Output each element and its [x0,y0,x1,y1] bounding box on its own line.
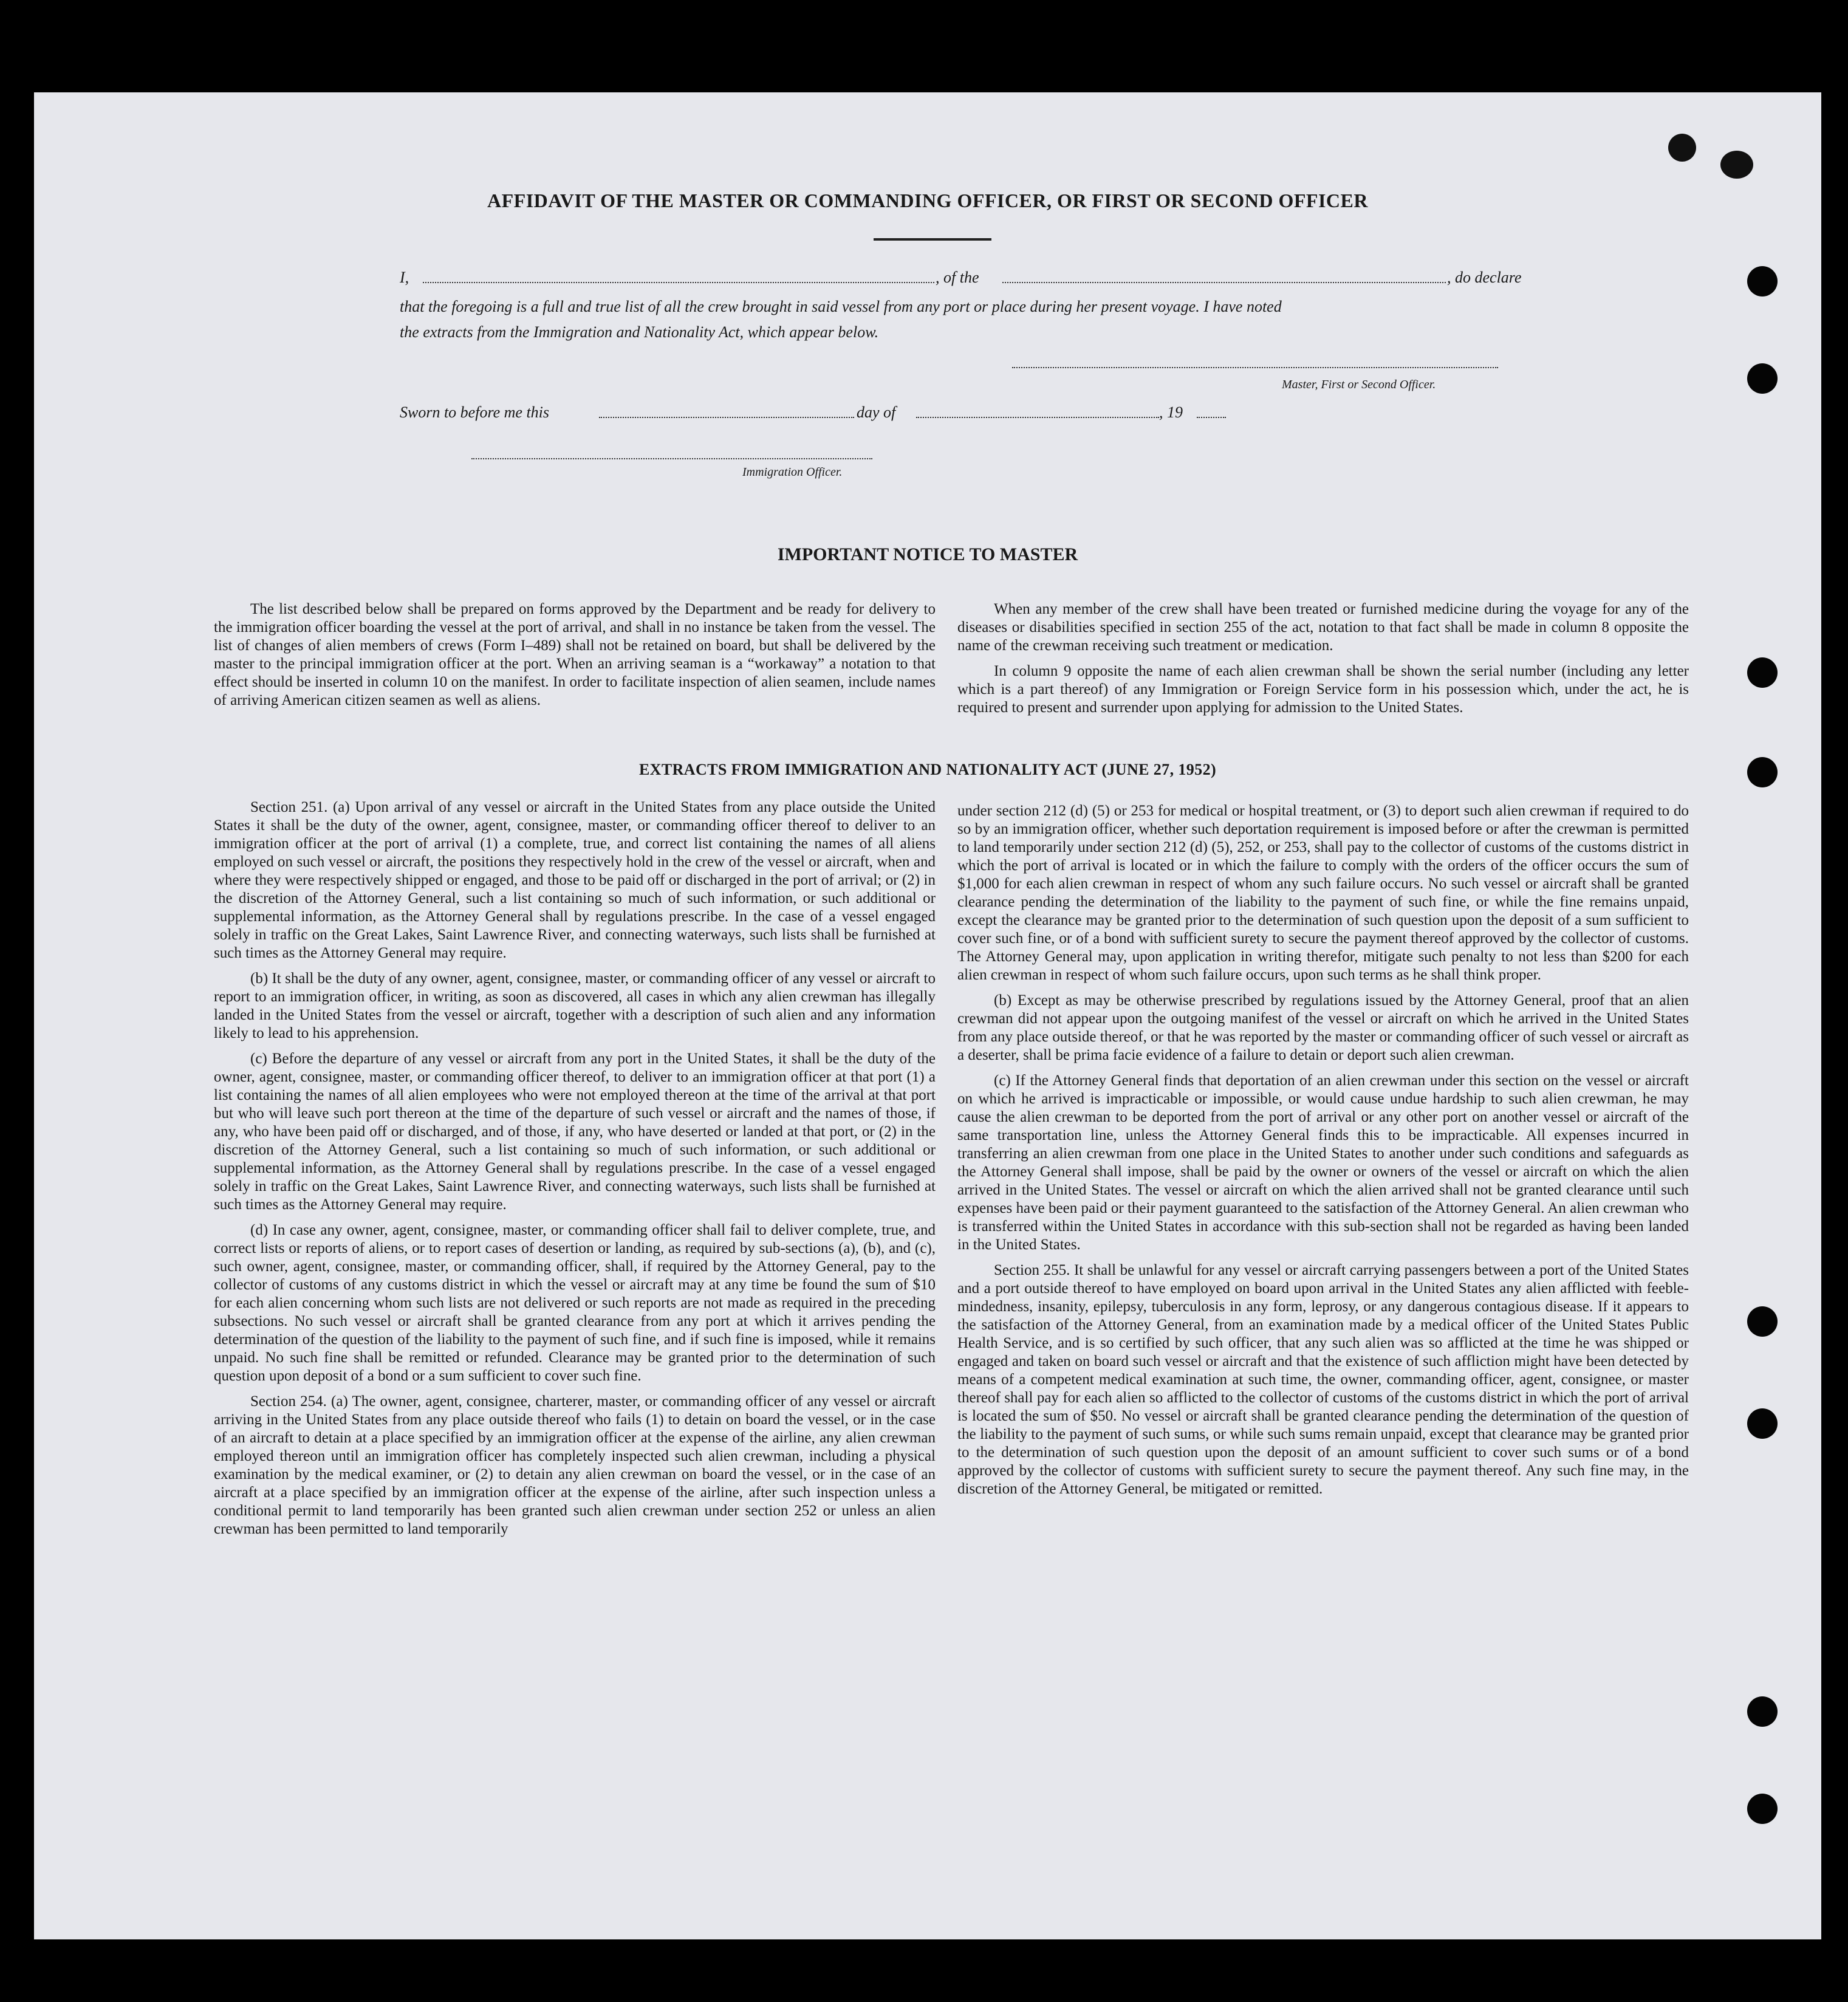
notice-right-paragraph-2: In column 9 opposite the name of each alien crewman shall be shown the serial number (including any letter which is a part thereof) of any Immigration or Foreign Service form in his possession which, under the act, he is required to present and surrender upon applying for admission to the United States. [957,663,1689,716]
binder-hole [1747,1794,1778,1824]
binder-hole [1747,1306,1778,1337]
section-255: Section 255. It shall be unlawful for any vessel or aircraft carrying passengers between a port of the United States and a port outside thereof to have employed on board upon arrival in the United States any alien afflicted with feeble-mindedness, insanity, epilepsy, tuberculosis in any form, leprosy, or any dangerous contagious disease. If it appears to the satisfaction of the Attorney General, from an examination made by a medical officer of the United States Public Health Service, and is so certified by such officer, that any such alien was so afflicted at the time he was shipped or engaged and taken on board such vessel or aircraft and that the existence of such affliction might have been detected by means of a competent medical examination at such time, the owner, commanding officer, agent, consignee, or master thereof shall pay for each alien so afflicted to the collector of customs of the customs district in which the port of arrival is located the sum of $50. No vessel or aircraft shall be granted clearance pending the determination of the question of the liability to the payment of such sums, or while such sums remain unpaid, except that clearance may be granted prior to the determination of such question upon the deposit of an amount sufficient to cover such sums or of a bond approved by the collector of customs with sufficient surety to secure the payment thereof. Any such fine may, in the discretion of the Attorney General, be mitigated or remitted. [957,1262,1689,1497]
section-251-a: Section 251. (a) Upon arrival of any vessel or aircraft in the United States from any place outside the United States it shall be the duty of the owner, agent, consignee, master, or commanding officer thereof to deliver to an immigration officer at the port of arrival (1) a complete, true, and correct list containing the names of all aliens employed on such vessel or aircraft, the positions they respectively hold in the crew of the vessel or aircraft, when and where they were respectively shipped or engaged, and those to be paid off or discharged in the port of arrival; or (2) in the discretion of the Attorney General, such a list containing so much of such information, or such additional or supplemental information, as the Attorney General shall by regulations prescribe. In the case of a vessel engaged solely in traffic on the Great Lakes, Saint Lawrence River, and connecting waterways, such lists shall be furnished at such times as the Attorney General may require. [214,799,936,961]
binder-hole [1747,1696,1778,1727]
section-251-d: (d) In case any owner, agent, consignee, master, or commanding officer shall fail to deliver complete, true, and correct lists or reports of aliens, or to report cases of desertion or landing, as required by sub-sections (a), (b), and (c), such owner, agent, consignee, master, or commanding officer, shall, if required by the Attorney General, pay to the collector of customs of any customs district in which the vessel or aircraft may at any time be found the sum of $10 for each alien concerning whom such lists are not delivered or such reports are not made as required in the preceding subsections. No such vessel or aircraft shall be granted clearance from any port at which it arrives pending the determination of the question of the liability to the payment of such fine, and if such fine is imposed, while it remains unpaid. No such fine shall be remitted or refunded. Clearance may be granted prior to the determination of such question upon deposit of a bond or a sum sufficient to cover such fine. [214,1222,936,1384]
section-254-c: (c) If the Attorney General finds that deportation of an alien crewman under this section on the vessel or aircraft on which he arrived is impracticable or impossible, or would cause undue hardship to such alien crewman, he may cause the alien crewman to be deported from the port of arrival or any other port on another vessel or aircraft of the same transportation line, unless the Attorney General finds this to be impracticable. All expenses incurred in transferring an alien crewman from one place in the United States to another under such conditions and safeguards as the Attorney General shall impose, shall be paid by the owner or owners of the vessel or aircraft on which the alien arrived in the United States. The vessel or aircraft on which the alien arrived shall not be granted clearance until such expenses have been paid or their payment guaranteed to the satisfaction of the Attorney General. An alien crewman who is transferred within the United States in accordance with this sub-section shall not be regarded as having been landed in the United States. [957,1072,1689,1253]
section-251-c: (c) Before the departure of any vessel or aircraft from any port in the United States, it shall be the duty of the owner, agent, consignee, master, or commanding officer thereof, to deliver to an immigration officer at that port (1) a list containing the names of all alien employees who were not employed thereon at the time of the arrival at that port but who will leave such port thereon at the time of the departure of such vessel or aircraft and the names of those, if any, who have been paid off or discharged, and of those, if any, who have deserted or landed at that port, or (2) in the discretion of the Attorney General, such a list containing so much of such information, or such additional or supplemental information, as the Attorney General shall by regulations prescribe. In the case of a vessel engaged solely in traffic on the Great Lakes, Saint Lawrence River, and connecting waterways, such lists shall be furnished at such times as the Attorney General may require. [214,1051,936,1213]
immigration-officer-label: Immigration Officer. [742,465,843,479]
immigration-officer-signature-line[interactable] [471,458,872,459]
extracts-right-column [957,802,1689,1506]
sworn-day-field[interactable] [599,417,854,418]
notice-left-paragraph: The list described below shall be prepared on forms approved by the Department and be ready for delivery to the immigration officer boarding the vessel at the port of arrival, and shall in no instance be taken from the vessel. The list of changes of alien members of crews (Form I–489) shall not be retained on board, but shall be delivered by the master to the principal immigration officer at the port. When an arriving seaman is a “workaway” a notation to that effect should be inserted in column 10 on the manifest. In order to facilitate inspection of alien seamen, include names of arriving American citizen seamen as well as aliens. [214,601,936,708]
section-251-b: (b) It shall be the duty of any owner, agent, consignee, master, or commanding officer of any vessel or aircraft to report to an immigration officer, in writing, as soon as discovered, all cases in which any alien crewman has illegally landed in the United States from the vessel or aircraft, together with a description of such alien and any information likely to lead to his apprehension. [214,970,936,1041]
vessel-field[interactable] [1002,282,1446,283]
affidavit-statement-line2: the extracts from the Immigration and Nationality Act, which appear below. [400,323,879,341]
extracts-left-column [214,798,936,1546]
master-signature-label: Master, First or Second Officer. [1282,378,1436,391]
year-label: , 19 [1159,403,1183,421]
document-page [34,92,1821,1939]
extracts-title: EXTRACTS FROM IMMIGRATION AND NATIONALITY ACT (JUNE 27, 1952) [638,761,1217,778]
sworn-month-field[interactable] [916,417,1159,418]
master-signature-line[interactable] [1012,367,1498,368]
do-declare-label: , do declare [1447,269,1522,286]
binder-hole [1747,266,1778,297]
section-254-a: Section 254. (a) The owner, agent, consignee, charterer, master, or commanding officer of any vessel or aircraft arriving in the United States from any place outside thereof who fails (1) to detain on board the vessel, or in the case of an aircraft to detain at a place specified by an immigration officer at the expense of the airline, any alien crewman employed thereon until an immigration officer has completely inspected such alien crewman, including a physical examination by the medical examiner, or (2) to detain any alien crewman on board the vessel, or in the case of an aircraft at a place specified by an immigration officer at the expense of the airline, after such inspection unless a conditional permit to land temporarily has been granted such alien crewman under section 252 or unless an alien crewman has been permitted to land temporarily [214,1393,936,1537]
binder-hole [1747,1408,1778,1439]
sworn-year-field[interactable] [1197,417,1226,418]
affidavit-statement-line1: that the foregoing is a full and true list of all the crew brought in said vessel from any port or place during her present voyage. I have noted [400,298,1282,315]
notice-left-column [214,600,936,717]
section-254-b: (b) Except as may be otherwise prescribed by regulations issued by the Attorney General, proof that an alien crewman did not appear upon the outgoing manifest of the vessel or aircraft on which he arrived in the United States from any place outside thereof, or that he was reported by the master or commanding officer of such vessel or aircraft as a deserter, shall be prima facie evidence of a failure to detain or deport such alien crewman. [957,992,1689,1063]
name-field[interactable] [423,282,934,283]
binder-hole [1747,363,1778,394]
of-the-label: , of the [936,269,979,286]
binder-hole [1747,657,1778,688]
title-underline [874,238,991,241]
sworn-label: Sworn to before me this [400,403,550,421]
scan-speck [1720,151,1753,179]
notice-right-column [957,600,1689,724]
i-label: I, [400,269,409,286]
notice-title: IMPORTANT NOTICE TO MASTER [777,544,1078,564]
affidavit-title: AFFIDAVIT OF THE MASTER OR COMMANDING OFFICER, OR FIRST OR SECOND OFFICER [487,190,1368,211]
notice-right-paragraph-1: When any member of the crew shall have been treated or furnished medicine during the voyage for any of the diseases or disabilities specified in section 255 of the act, notation to that fact shall be made in column 8 opposite the name of the crewman receiving such treatment or medication. [957,601,1689,654]
day-of-label: day of [857,403,896,421]
section-254-a-continued: under section 212 (d) (5) or 253 for medical or hospital treatment, or (3) to deport such alien crewman if required to do so by an immigration officer, whether such deportation requirement is imposed before or after the crewman is permitted to land temporarily under section 212 (d) (5), 252, or 253, shall pay to the collector of customs of the customs district in which the port of arrival is located or in which the failure to comply with the orders of the officer occurs the sum of $1,000 for each alien crewman in respect of whom any such failure occurs. No such vessel or aircraft shall be granted clearance pending the determination of the liability to the payment of such fine, or while the fine remains unpaid, except the clearance may be granted prior to the determination of such question upon the deposit of a sum sufficient to cover such fine, or of a bond with sufficient surety to secure the payment thereof approved by the collector of customs. The Attorney General may, upon application in writing therefor, mitigate such penalty to not less than $200 for each alien crewman in respect of whom such failure occurs, upon such terms as he shall think proper. [957,803,1689,983]
scan-speck [1668,134,1696,162]
